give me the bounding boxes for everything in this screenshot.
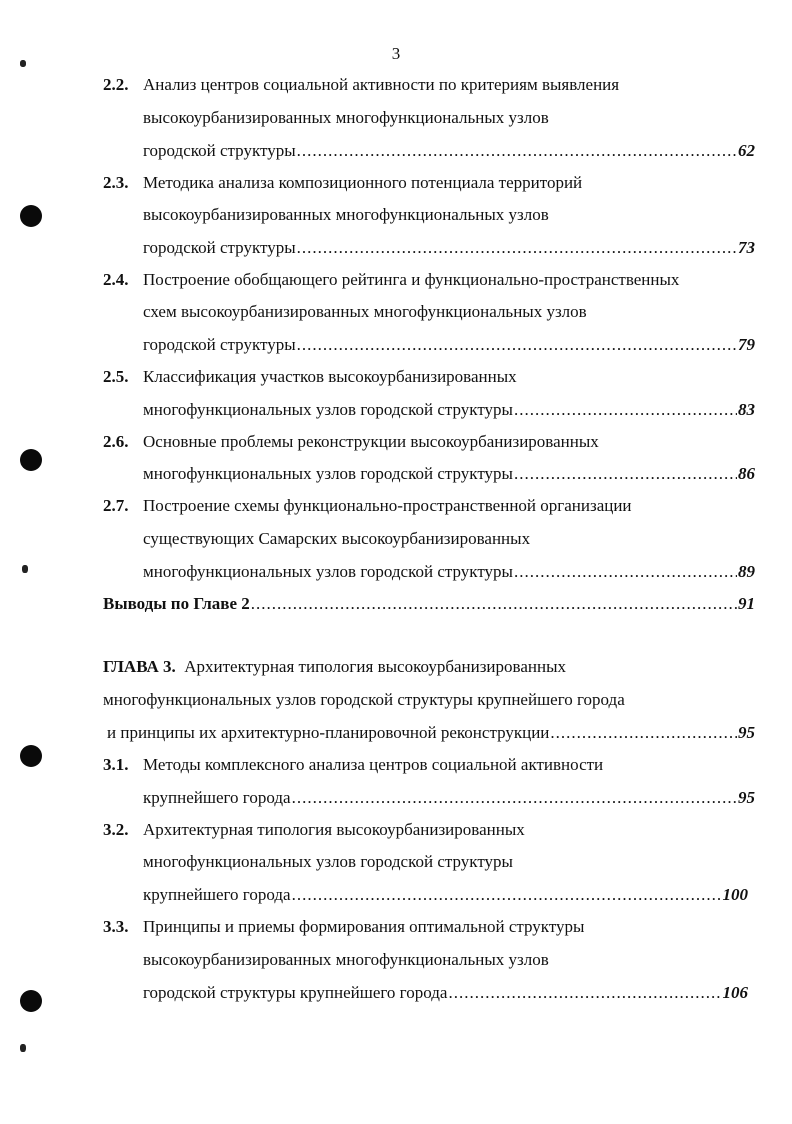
toc-entry-2-3-line1: 2.3. Методика анализа композиционного потенциала территорий	[103, 173, 583, 192]
toc-entry-2-7-leader: многофункциональных узлов городской структуры ..... 89	[143, 562, 755, 582]
toc-entry-3-2-leader: крупнейшего города ..... 100	[143, 885, 748, 905]
toc-entry-number: 2.4.	[103, 270, 129, 289]
toc-entry-3-3-line1: 3.3. Принципы и приемы формирования оптимальной структуры	[103, 917, 585, 936]
chapter3-heading-line1: ГЛАВА 3. Архитектурная типология высокоурбанизированных	[103, 657, 566, 676]
toc-entry-2-6-leader: многофункциональных узлов городской структуры ..... 86	[143, 464, 755, 484]
toc-entry-number: 3.1.	[103, 755, 129, 774]
page-ref: 100	[722, 885, 748, 904]
toc-entry-2-3-leader: городской структуры ..... 73	[143, 238, 755, 258]
toc-entry-3-2-line1: 3.2. Архитектурная типология высокоурбанизированных	[103, 820, 525, 839]
page-ref: 73	[738, 238, 755, 257]
scan-speck	[20, 1044, 26, 1052]
toc-entry-2-4-line2: схем высокоурбанизированных многофункциональных узлов	[143, 302, 587, 321]
toc-entry-number: 2.3.	[103, 173, 129, 192]
page-ref: 91	[738, 594, 755, 613]
toc-entry-3-1-leader: крупнейшего города ..... 95	[143, 788, 755, 808]
page-ref: 95	[738, 723, 755, 742]
toc-entry-2-7-line1: 2.7. Построение схемы функционально-пространственной организации	[103, 496, 632, 515]
toc-entry-number: 2.7.	[103, 496, 129, 515]
toc-entry-2-4-leader: городской структуры ..... 79	[143, 335, 755, 355]
chapter3-heading-leader: и принципы их архитектурно-планировочной реконструкции ..... 95	[107, 723, 755, 743]
toc-entry-2-2-leader: городской структуры ..... 62	[143, 141, 755, 161]
toc-entry-2-2-line2: высокоурбанизированных многофункциональных узлов	[143, 108, 549, 127]
page-ref: 79	[738, 335, 755, 354]
scan-speck	[22, 565, 28, 573]
toc-entry-number: 3.3.	[103, 917, 129, 936]
page-ref: 62	[738, 141, 755, 160]
toc-entry-3-1-line1: 3.1. Методы комплексного анализа центров социальной активности	[103, 755, 604, 774]
toc-entry-number: 2.5.	[103, 367, 129, 386]
chapter3-label: ГЛАВА 3.	[103, 657, 176, 676]
page-ref: 95	[738, 788, 755, 807]
toc-entry-2-6-line1: 2.6. Основные проблемы реконструкции высокоурбанизированных	[103, 432, 599, 451]
toc-entry-3-2-line2: многофункциональных узлов городской структуры	[143, 852, 513, 871]
toc-entry-number: 2.6.	[103, 432, 129, 451]
chapter3-heading-line2: многофункциональных узлов городской структуры крупнейшего города	[103, 690, 625, 709]
page-ref: 106	[722, 983, 748, 1002]
punch-hole	[20, 205, 42, 227]
punch-hole	[20, 745, 42, 767]
toc-entry-2-5-line1: 2.5. Классификация участков высокоурбанизированных	[103, 367, 517, 386]
conclusions-entry: Выводы по Главе 2 ..... 91	[103, 594, 755, 614]
toc-entry-3-3-line2: высокоурбанизированных многофункциональных узлов	[143, 950, 549, 969]
toc-entry-2-5-leader: многофункциональных узлов городской структуры ..... 83	[143, 400, 755, 420]
toc-entry-2-4-line1: 2.4. Построение обобщающего рейтинга и функционально-пространственных	[103, 270, 680, 289]
toc-entry-2-3-line2: высокоурбанизированных многофункциональных узлов	[143, 205, 549, 224]
page-ref: 89	[738, 562, 755, 581]
toc-entry-2-2-line1: 2.2. Анализ центров социальной активности по критериям выявления	[103, 75, 620, 94]
toc-entry-number: 2.2.	[103, 75, 129, 94]
toc-entry-number: 3.2.	[103, 820, 129, 839]
page-ref: 86	[738, 464, 755, 483]
page-number: 3	[391, 44, 401, 63]
toc-entry-2-7-line2: существующих Самарских высокоурбанизированных	[143, 529, 531, 548]
punch-hole	[20, 990, 42, 1012]
punch-hole	[20, 449, 42, 471]
page-ref: 83	[738, 400, 755, 419]
toc-entry-3-3-leader: городской структуры крупнейшего города ..... 106	[143, 983, 748, 1003]
